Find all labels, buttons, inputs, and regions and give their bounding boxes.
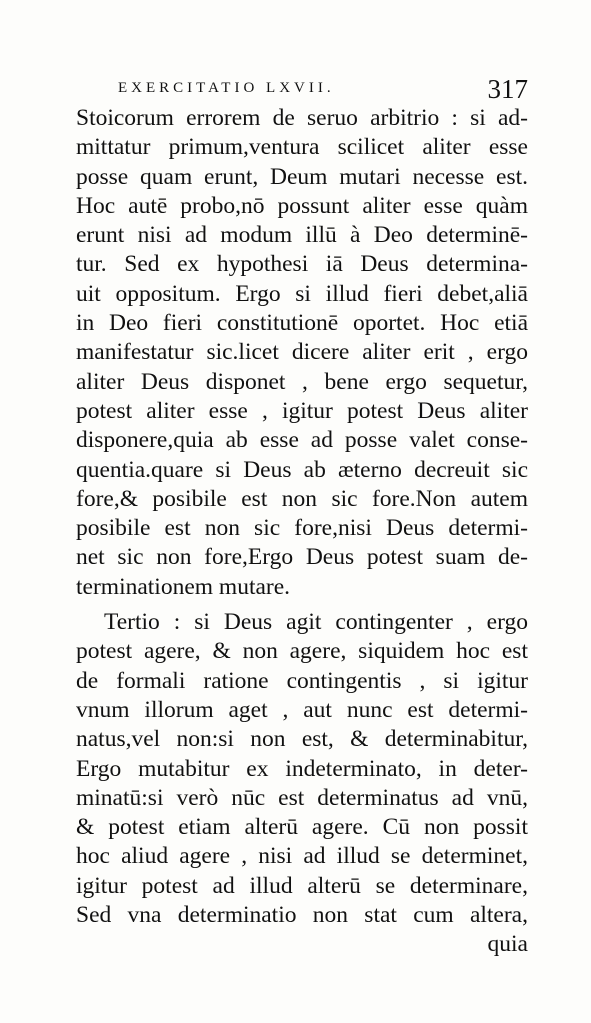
text-line: Ergo mutabitur ex indeterminato, in deter-	[76, 755, 528, 782]
page-number: 317	[487, 74, 528, 104]
text-line: quentia.quare si Deus ab æterno decreuit sic	[76, 456, 528, 483]
catchword: quia	[487, 931, 528, 958]
text-line: Stoicorum errorem de seruo arbitrio : si ad-	[76, 105, 528, 131]
paragraph-2	[76, 608, 528, 930]
text-line: potest agere, & non agere, siquidem hoc est	[76, 638, 528, 665]
text-line: net sic non fore,Ergo Deus potest suam de-	[76, 544, 528, 571]
text-line: Sed vna determinatio non stat cum altera,	[76, 902, 528, 929]
text-line: erunt nisi ad modum illū à Deo determinē-	[76, 222, 528, 249]
text-line: & potest etiam alterū agere. Cū non possit	[76, 814, 528, 841]
text-line: natus,vel non:si non est, & determinabitur,	[76, 726, 528, 753]
text-line: de formali ratione contingentis , si igitur	[76, 667, 528, 694]
text-line: manifestatur sic.licet dicere aliter erit , ergo	[76, 339, 528, 366]
text-line: mittatur primum,ventura scilicet aliter esse	[76, 134, 528, 161]
text-line: posibile est non sic fore,nisi Deus determi-	[76, 515, 528, 542]
paragraph-1	[76, 104, 528, 602]
body-text	[76, 104, 528, 960]
text-line: potest aliter esse , igitur potest Deus aliter	[76, 397, 528, 424]
text-line: minatū:si verò nūc est determinatus ad vnū,	[76, 784, 528, 811]
text-line: posse quam erunt, Deum mutari necesse est.	[76, 163, 528, 190]
text-line: aliter Deus disponet , bene ergo sequetur,	[76, 368, 528, 395]
running-head: EXERCITATIO LXVII.	[118, 80, 335, 96]
text-line: in Deo fieri constitutionē oportet. Hoc etiā	[76, 310, 528, 337]
text-line: tur. Sed ex hypothesi iā Deus determina-	[76, 251, 528, 278]
text-line: igitur potest ad illud alterū se determinare,	[76, 872, 528, 899]
text-line: hoc aliud agere , nisi ad illud se determinet,	[76, 843, 528, 870]
text-line: vnum illorum aget , aut nunc est determi-	[76, 696, 528, 723]
text-line: fore,& posibile est non sic fore.Non autem	[76, 485, 528, 512]
text-line: Tertio : si Deus agit contingenter , ergo	[104, 609, 528, 636]
text-line: Hoc autē probo,nō possunt aliter esse quàm	[76, 192, 528, 219]
text-line: terminationem mutare.	[76, 573, 291, 600]
page-header	[118, 76, 528, 106]
text-line: disponere,quia ab esse ad posse valet conse-	[76, 427, 528, 454]
text-line: uit oppositum. Ergo si illud fieri debet,aliā	[76, 280, 528, 307]
